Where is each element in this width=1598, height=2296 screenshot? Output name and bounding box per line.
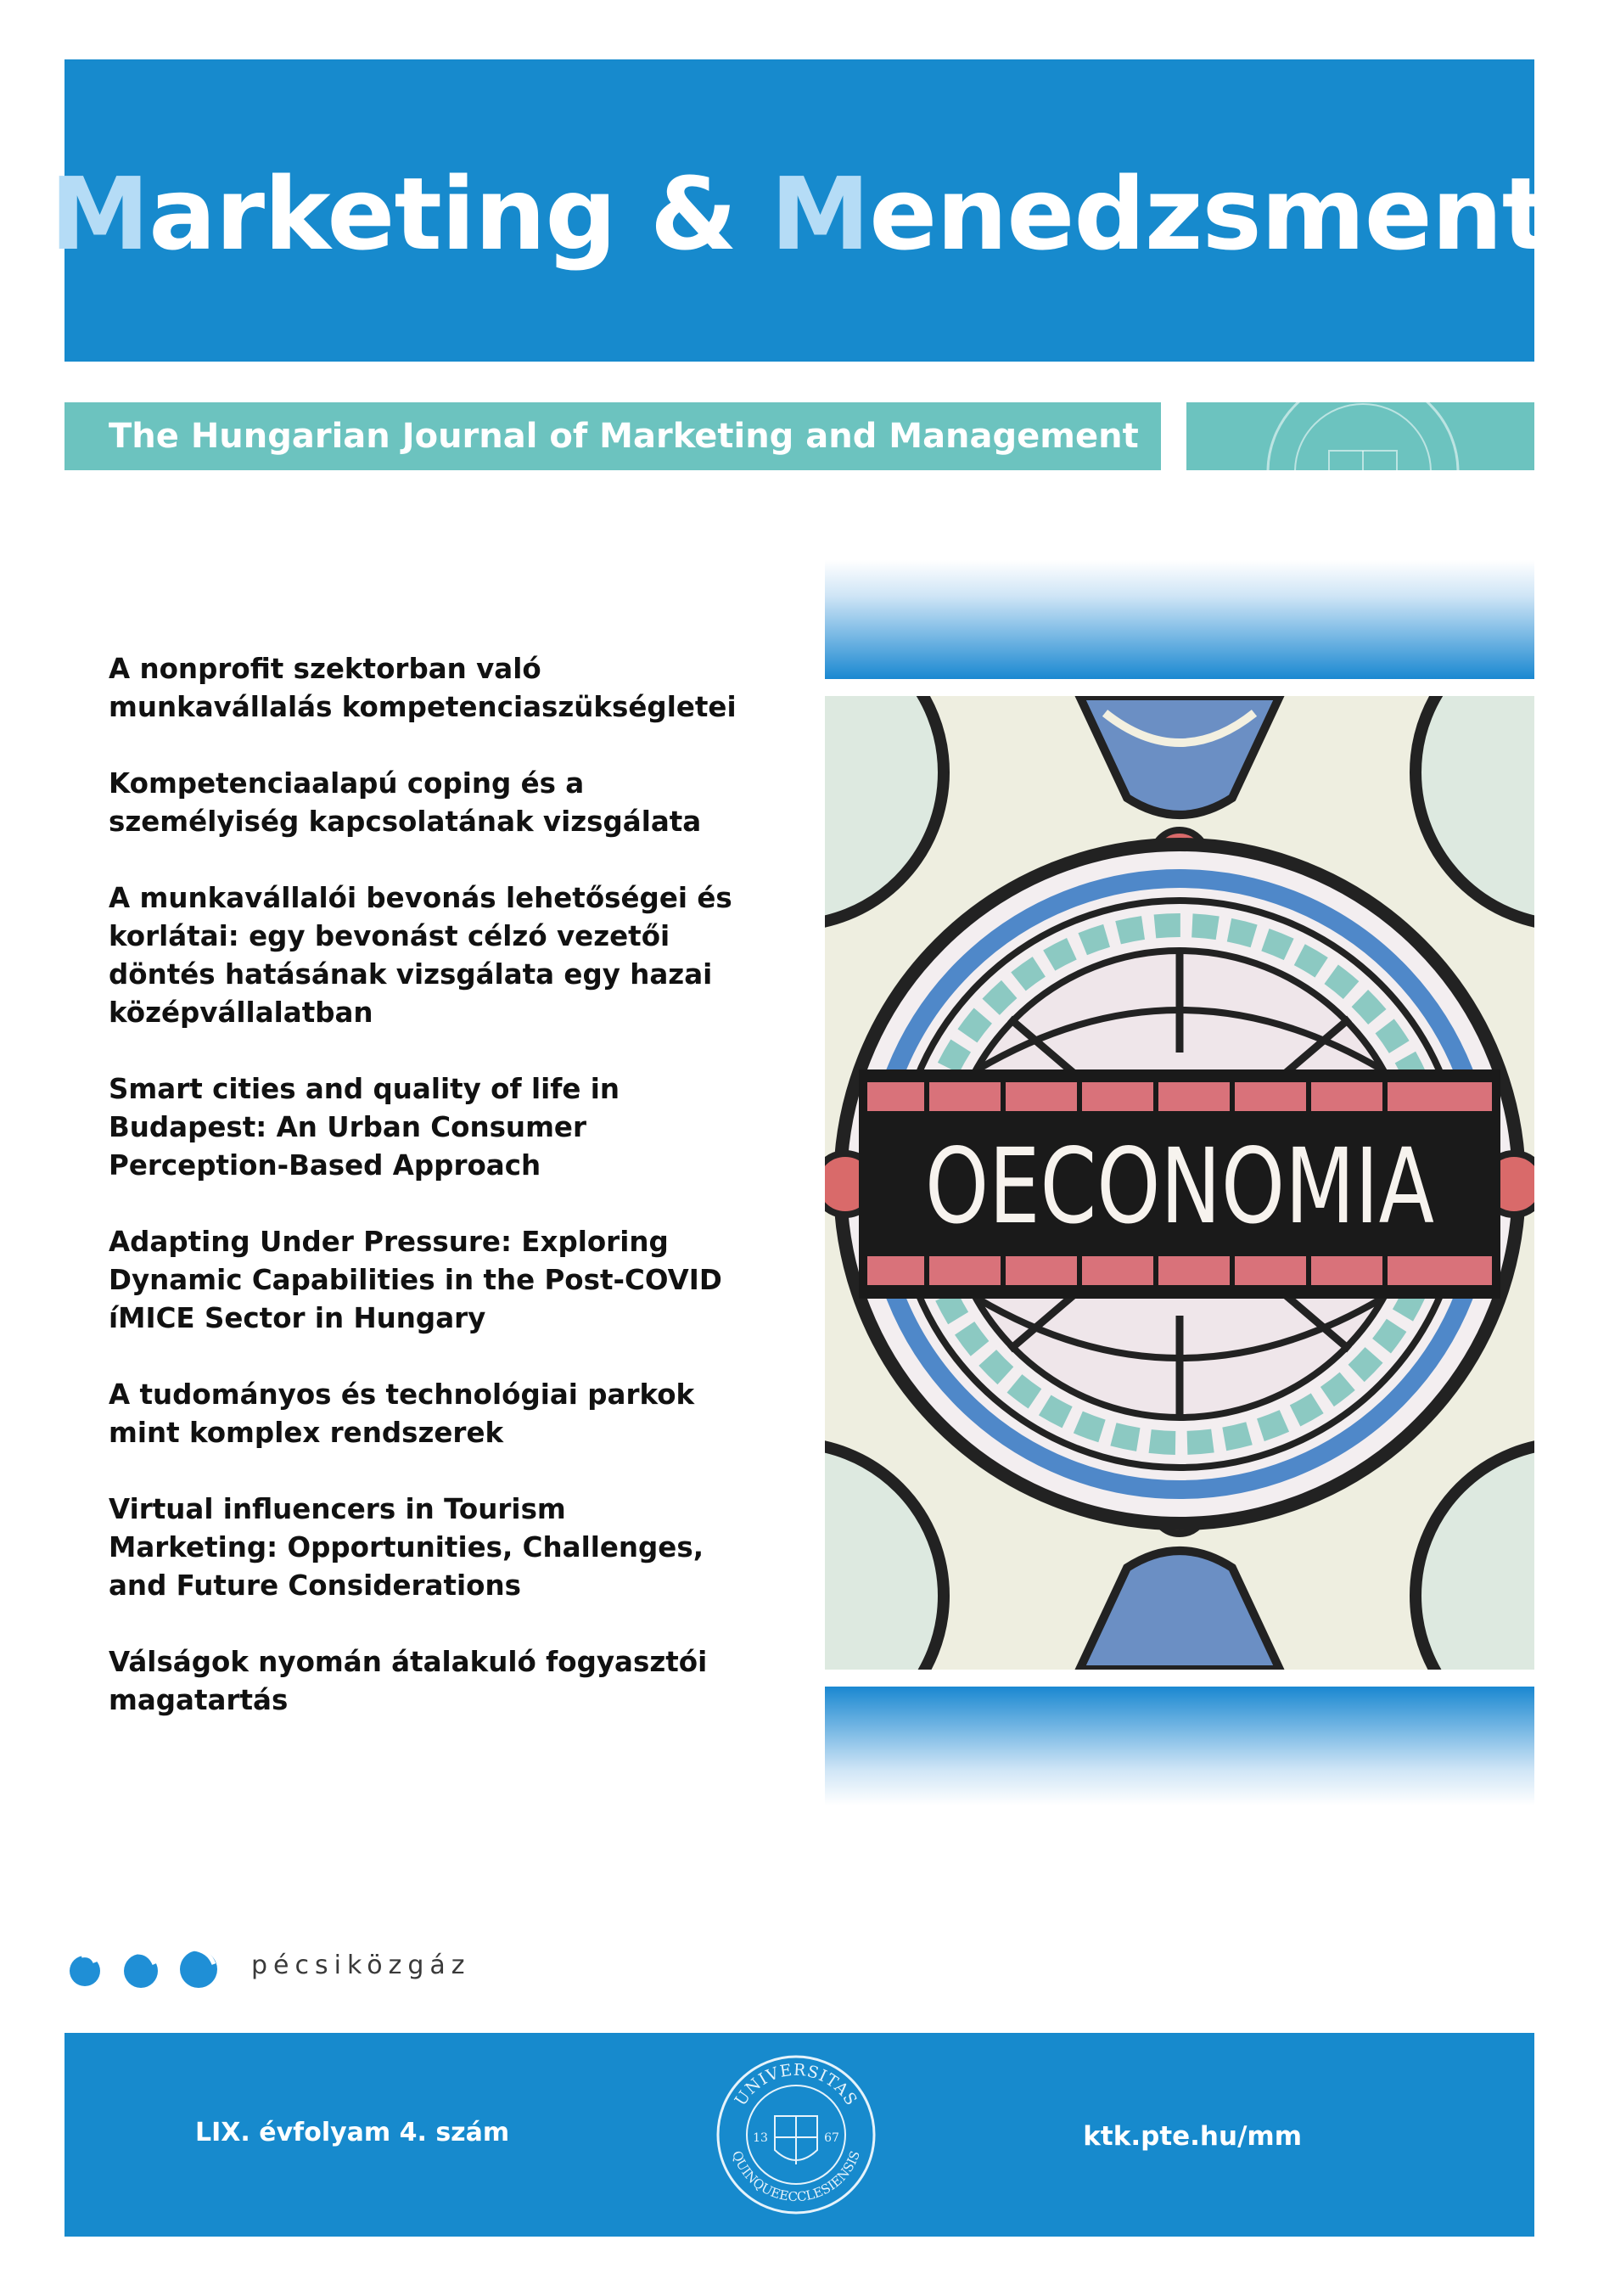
- seal-strip: [1186, 402, 1534, 470]
- article-title: Adapting Under Pressure: Exploring Dynamic Capabilities in the Post-COVID íMICE Sector in Hungary: [109, 1226, 722, 1334]
- title-part-1: arketing &: [149, 155, 771, 272]
- article-title: Válságok nyomán átalakuló fogyasztói magatartás: [109, 1646, 708, 1716]
- stained-glass-illustration: [825, 696, 1534, 1670]
- seal-upper-text: UNIVERSITAS: [731, 2060, 861, 2110]
- university-seal: [711, 2050, 881, 2220]
- logo-text: pécsiközgáz: [251, 1951, 471, 1980]
- footer-bar: [64, 2033, 1534, 2237]
- bottom-gradient-band: [825, 1687, 1534, 1805]
- article-title: A nonprofit szektorban való munkavállalás kompetenciaszükségletei: [109, 653, 737, 723]
- university-seal-icon: [1261, 402, 1465, 470]
- journal-subtitle: The Hungarian Journal of Marketing and Management: [109, 417, 1139, 456]
- article-title: Kompetenciaalapú coping és a személyiség kapcsolatának vizsgálata: [109, 767, 702, 838]
- seal-lower-text: QUINQUEECCLESIENSIS: [728, 2148, 863, 2205]
- issue-label: . szám: [417, 2118, 510, 2147]
- issue-number: 4: [399, 2118, 418, 2147]
- top-gradient-band: [825, 560, 1534, 679]
- seal-year-right: 67: [824, 2131, 839, 2145]
- article-title: A munkavállalói bevonás lehetőségei és korlátai: egy bevonást célzó vezetői döntés hatásának vizsgálata egy hazai középvállalatban: [109, 882, 732, 1029]
- title-initial-m1: M: [49, 155, 149, 272]
- title-initial-m2: M: [770, 155, 870, 272]
- title-part-2: enedzsment: [869, 155, 1550, 272]
- oeconomia-inscription: OECONOMIA: [925, 1126, 1434, 1247]
- logo-drops-icon: [66, 1942, 236, 1993]
- article-title: A tudományos és technológiai parkok mint komplex rendszerek: [109, 1378, 695, 1449]
- volume-label: LIX. évfolyam: [195, 2118, 400, 2147]
- article-title: Virtual influencers in Tourism Marketing: Opportunities, Challenges, and Future Considerations: [109, 1493, 704, 1602]
- stained-glass-image: [825, 696, 1534, 1670]
- volume-issue: [195, 2118, 509, 2147]
- title-banner: [49, 59, 1550, 362]
- seal-year-left: 13: [753, 2131, 768, 2145]
- pecsikozgaz-logo: [66, 1942, 507, 1993]
- journal-url[interactable]: ktk.pte.hu/mm: [1083, 2121, 1302, 2152]
- article-list: [109, 650, 737, 1758]
- article-title: Smart cities and quality of life in Budapest: An Urban Consumer Perception-Based Approach: [109, 1073, 620, 1182]
- journal-title: [50, 155, 1549, 272]
- subtitle-bar: [64, 402, 1161, 470]
